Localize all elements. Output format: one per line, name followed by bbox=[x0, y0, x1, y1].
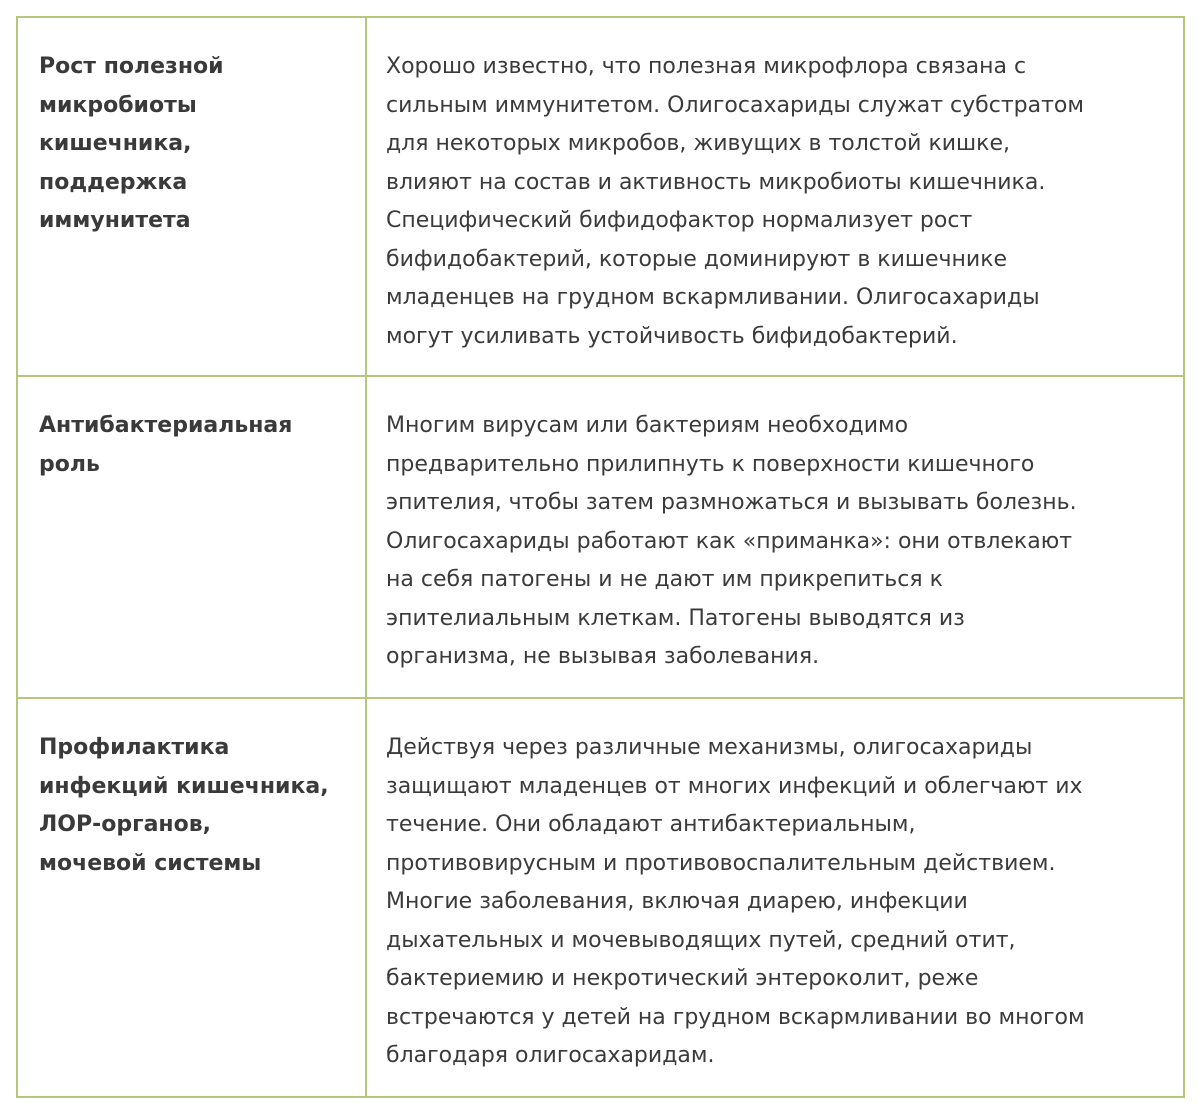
description-line: противовирусным и противовоспалительным действием. bbox=[386, 850, 1056, 876]
row-description-cell bbox=[366, 376, 1184, 698]
description-line: Специфический бифидофактор нормализует рост bbox=[386, 208, 973, 233]
title-line: Профилактика bbox=[39, 735, 230, 760]
row-description-cell bbox=[366, 698, 1184, 1097]
title-line: роль bbox=[39, 451, 100, 477]
description-line: Олигосахариды работают как «приманка»: они отвлекают bbox=[386, 528, 1073, 554]
title-line: микробиоты bbox=[39, 92, 197, 118]
description-line: влияют на состав и активность микробиоты кишечника. bbox=[386, 169, 1046, 195]
info-table bbox=[16, 16, 1185, 1098]
description-line: дыхательных и мочевыводящих путей, средний отит, bbox=[386, 927, 1016, 953]
description-line: могут усиливать устойчивость бифидобактерий. bbox=[386, 323, 958, 349]
row-description bbox=[367, 18, 1183, 356]
title-line: ЛОР-органов, bbox=[39, 812, 212, 837]
description-line: эпителиальным клеткам. Патогены выводятся из bbox=[386, 605, 965, 631]
description-line: течение. Они обладают антибактериальным, bbox=[386, 812, 916, 837]
title-line: инфекций кишечника, bbox=[39, 773, 329, 799]
description-line: на себя патогены и не дают им прикрепиться к bbox=[386, 567, 943, 592]
row-title bbox=[18, 699, 365, 883]
description-line: Хорошо известно, что полезная микрофлора связана с bbox=[386, 54, 1027, 79]
row-title bbox=[18, 377, 365, 484]
title-line: иммунитета bbox=[39, 208, 191, 233]
description-line: встречаются у детей на грудном вскармливании во многом bbox=[386, 1004, 1085, 1030]
description-line: для некоторых микробов, живущих в толстой кишке, bbox=[386, 131, 1011, 156]
description-line: сильным иммунитетом. Олигосахариды служат субстратом bbox=[386, 92, 1084, 118]
title-line: кишечника, bbox=[39, 131, 192, 156]
description-line: Многие заболевания, включая диарею, инфекции bbox=[386, 889, 968, 914]
description-line: эпителия, чтобы затем размножаться и вызывать болезнь. bbox=[386, 490, 1077, 515]
description-line: бифидобактерий, которые доминируют в кишечнике bbox=[386, 246, 1008, 272]
description-line: предварительно прилипнуть к поверхности кишечного bbox=[386, 451, 1035, 477]
title-line: Рост полезной bbox=[39, 54, 224, 79]
description-line: Многим вирусам или бактериям необходимо bbox=[386, 413, 909, 438]
row-title-cell bbox=[17, 17, 366, 376]
description-line: организма, не вызывая заболевания. bbox=[386, 644, 820, 669]
description-line: младенцев на грудном вскармливании. Олигосахариды bbox=[386, 285, 1040, 310]
row-description bbox=[367, 699, 1183, 1076]
table-row bbox=[17, 17, 1184, 376]
row-description-cell bbox=[366, 17, 1184, 376]
description-line: Действуя через различные механизмы, олигосахариды bbox=[386, 735, 1033, 760]
description-line: благодаря олигосахаридам. bbox=[386, 1043, 715, 1068]
row-title-cell bbox=[17, 376, 366, 698]
title-line: поддержка bbox=[39, 169, 188, 195]
row-description bbox=[367, 377, 1183, 677]
table-row bbox=[17, 698, 1184, 1097]
title-line: Антибактериальная bbox=[39, 413, 293, 438]
row-title-cell bbox=[17, 698, 366, 1097]
description-line: бактериемию и некротический энтероколит, реже bbox=[386, 966, 979, 991]
row-title bbox=[18, 18, 365, 241]
table-row bbox=[17, 376, 1184, 698]
title-line: мочевой системы bbox=[39, 850, 262, 876]
description-line: защищают младенцев от многих инфекций и облегчают их bbox=[386, 773, 1083, 799]
